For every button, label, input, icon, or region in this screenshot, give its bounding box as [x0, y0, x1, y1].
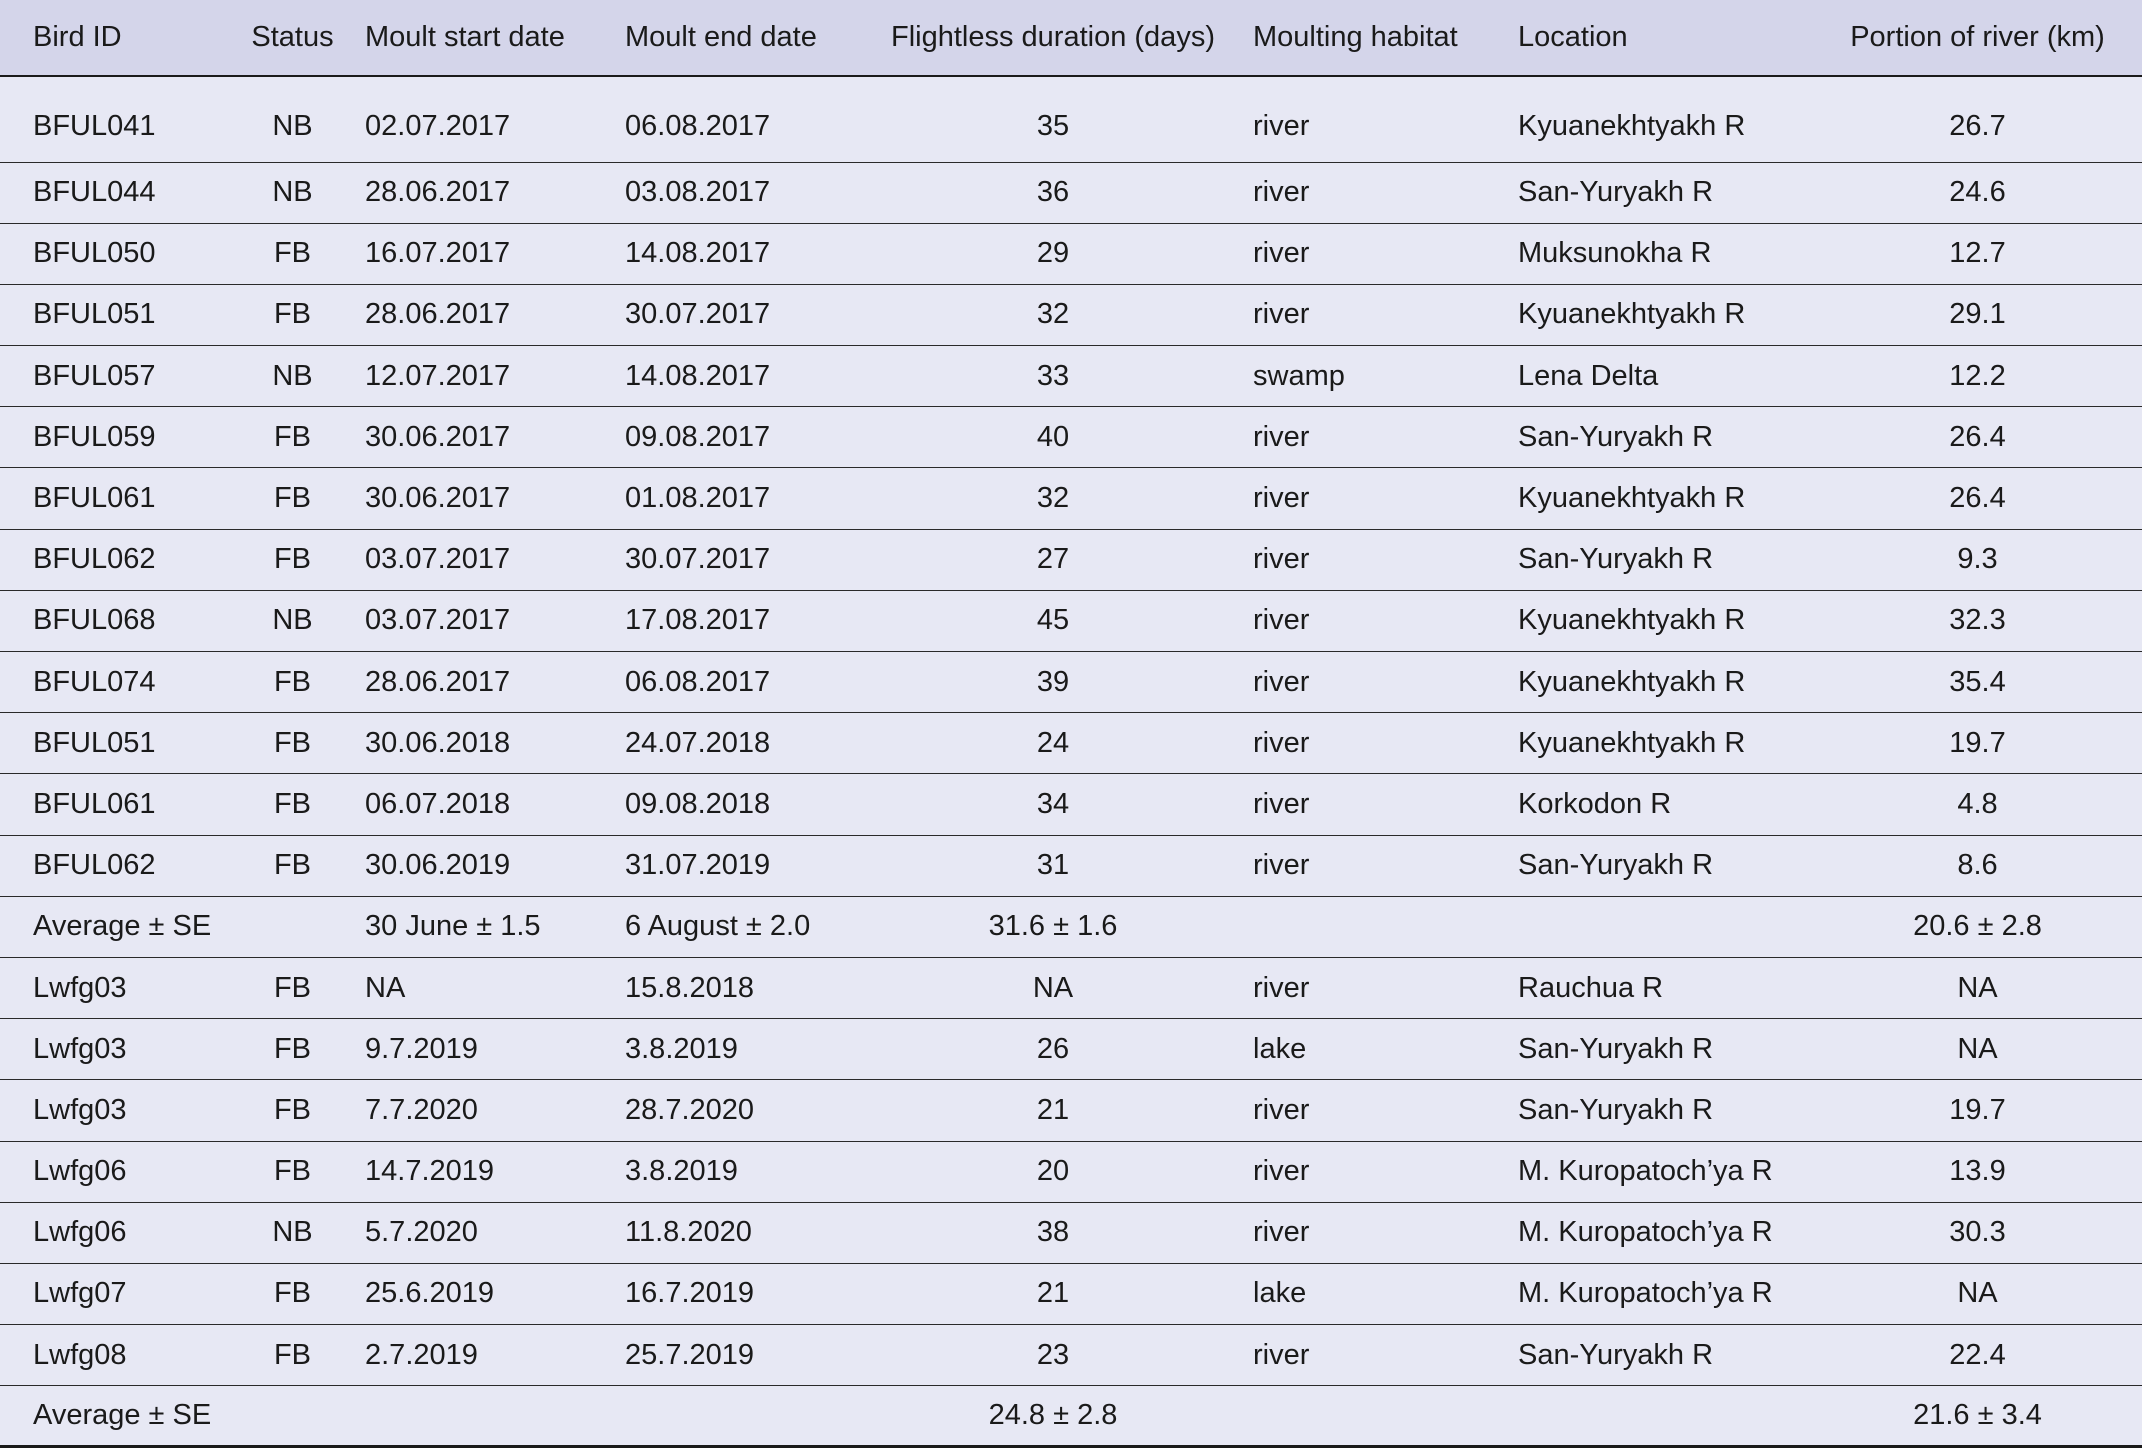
cell-status: NB: [230, 1202, 355, 1263]
cell-moult-end: 31.07.2019: [615, 835, 863, 896]
header-flightless-duration: Flightless duration (days): [863, 0, 1243, 76]
cell-moulting-habitat: lake: [1243, 1019, 1508, 1080]
cell-portion-of-river: 12.2: [1813, 346, 2142, 407]
cell-flightless-duration: 33: [863, 346, 1243, 407]
cell-moult-end: 15.8.2018: [615, 957, 863, 1018]
cell-bird-id: BFUL051: [0, 713, 230, 774]
cell-moult-end: 30.07.2017: [615, 284, 863, 345]
cell-moult-end: 09.08.2017: [615, 407, 863, 468]
cell-flightless-duration: 32: [863, 284, 1243, 345]
table-row: [0, 346, 2142, 407]
cell-location: San-Yuryakh R: [1508, 1019, 1813, 1080]
cell-status: FB: [230, 407, 355, 468]
cell-moult-start: 2.7.2019: [355, 1325, 615, 1386]
table-row: [0, 590, 2142, 651]
cell-moult-start: 06.07.2018: [355, 774, 615, 835]
table-row: [0, 1019, 2142, 1080]
table-row: [0, 835, 2142, 896]
cell-moult-start: 28.06.2017: [355, 652, 615, 713]
cell-flightless-duration: 24: [863, 713, 1243, 774]
table-row: [0, 1202, 2142, 1263]
cell-bird-id: BFUL051: [0, 284, 230, 345]
cell-bird-id: BFUL044: [0, 162, 230, 223]
cell-flightless-duration: 24.8 ± 2.8: [863, 1386, 1243, 1447]
cell-flightless-duration: NA: [863, 957, 1243, 1018]
cell-location: Kyuanekhtyakh R: [1508, 76, 1813, 162]
cell-moult-end: 28.7.2020: [615, 1080, 863, 1141]
cell-portion-of-river: 13.9: [1813, 1141, 2142, 1202]
cell-flightless-duration: 36: [863, 162, 1243, 223]
header-moult-end: Moult end date: [615, 0, 863, 76]
table-row: [0, 284, 2142, 345]
cell-moulting-habitat: river: [1243, 652, 1508, 713]
cell-moult-end: 16.7.2019: [615, 1263, 863, 1324]
cell-moulting-habitat: river: [1243, 284, 1508, 345]
cell-location: Muksunokha R: [1508, 223, 1813, 284]
cell-location: Kyuanekhtyakh R: [1508, 713, 1813, 774]
cell-flightless-duration: 35: [863, 76, 1243, 162]
cell-moult-start: 30.06.2018: [355, 713, 615, 774]
cell-moulting-habitat: river: [1243, 713, 1508, 774]
cell-portion-of-river: 35.4: [1813, 652, 2142, 713]
cell-moult-start: 12.07.2017: [355, 346, 615, 407]
cell-status: FB: [230, 957, 355, 1018]
cell-flightless-duration: 31.6 ± 1.6: [863, 896, 1243, 957]
cell-location: Korkodon R: [1508, 774, 1813, 835]
cell-moult-start: 30.06.2019: [355, 835, 615, 896]
cell-moulting-habitat: river: [1243, 835, 1508, 896]
cell-location: M. Kuropatoch’ya R: [1508, 1263, 1813, 1324]
table-row: [0, 774, 2142, 835]
cell-portion-of-river: 22.4: [1813, 1325, 2142, 1386]
cell-bird-id: Lwfg08: [0, 1325, 230, 1386]
cell-bird-id: BFUL074: [0, 652, 230, 713]
cell-moult-end: 24.07.2018: [615, 713, 863, 774]
cell-moult-start: 14.7.2019: [355, 1141, 615, 1202]
cell-moult-end: 30.07.2017: [615, 529, 863, 590]
cell-location: Kyuanekhtyakh R: [1508, 284, 1813, 345]
cell-flightless-duration: 21: [863, 1080, 1243, 1141]
cell-moulting-habitat: river: [1243, 1141, 1508, 1202]
cell-location: Kyuanekhtyakh R: [1508, 590, 1813, 651]
cell-portion-of-river: 19.7: [1813, 713, 2142, 774]
cell-moulting-habitat: river: [1243, 162, 1508, 223]
cell-flightless-duration: 26: [863, 1019, 1243, 1080]
cell-moulting-habitat: river: [1243, 1202, 1508, 1263]
cell-moult-start: 30.06.2017: [355, 407, 615, 468]
cell-flightless-duration: 40: [863, 407, 1243, 468]
cell-location: San-Yuryakh R: [1508, 1080, 1813, 1141]
cell-portion-of-river: 8.6: [1813, 835, 2142, 896]
cell-portion-of-river: 32.3: [1813, 590, 2142, 651]
cell-portion-of-river: 21.6 ± 3.4: [1813, 1386, 2142, 1447]
cell-bird-id: BFUL062: [0, 529, 230, 590]
cell-moult-end: 03.08.2017: [615, 162, 863, 223]
cell-bird-id: BFUL041: [0, 76, 230, 162]
cell-location: San-Yuryakh R: [1508, 835, 1813, 896]
cell-moult-end: 3.8.2019: [615, 1019, 863, 1080]
cell-moult-start: 9.7.2019: [355, 1019, 615, 1080]
cell-moult-end: 11.8.2020: [615, 1202, 863, 1263]
cell-portion-of-river: 12.7: [1813, 223, 2142, 284]
table-row: [0, 1080, 2142, 1141]
cell-portion-of-river: 30.3: [1813, 1202, 2142, 1263]
cell-moulting-habitat: river: [1243, 407, 1508, 468]
cell-location: Kyuanekhtyakh R: [1508, 652, 1813, 713]
cell-portion-of-river: 19.7: [1813, 1080, 2142, 1141]
cell-location: M. Kuropatoch’ya R: [1508, 1202, 1813, 1263]
cell-status: NB: [230, 162, 355, 223]
cell-moulting-habitat: [1243, 896, 1508, 957]
cell-bird-id: BFUL061: [0, 774, 230, 835]
header-moult-start: Moult start date: [355, 0, 615, 76]
cell-bird-id: Lwfg06: [0, 1202, 230, 1263]
cell-portion-of-river: 4.8: [1813, 774, 2142, 835]
cell-flightless-duration: 38: [863, 1202, 1243, 1263]
cell-status: FB: [230, 468, 355, 529]
cell-flightless-duration: 45: [863, 590, 1243, 651]
cell-status: [230, 896, 355, 957]
cell-moult-start: 03.07.2017: [355, 590, 615, 651]
cell-status: FB: [230, 1019, 355, 1080]
table-header: [0, 0, 2142, 76]
cell-location: San-Yuryakh R: [1508, 1325, 1813, 1386]
cell-flightless-duration: 23: [863, 1325, 1243, 1386]
cell-location: Rauchua R: [1508, 957, 1813, 1018]
cell-portion-of-river: 20.6 ± 2.8: [1813, 896, 2142, 957]
cell-flightless-duration: 34: [863, 774, 1243, 835]
cell-flightless-duration: 29: [863, 223, 1243, 284]
cell-flightless-duration: 27: [863, 529, 1243, 590]
cell-moult-start: 28.06.2017: [355, 162, 615, 223]
header-location: Location: [1508, 0, 1813, 76]
cell-status: FB: [230, 835, 355, 896]
header-portion-of-river: Portion of river (km): [1813, 0, 2142, 76]
cell-moult-start: 16.07.2017: [355, 223, 615, 284]
cell-bird-id: Lwfg06: [0, 1141, 230, 1202]
cell-location: San-Yuryakh R: [1508, 162, 1813, 223]
table-row: [0, 529, 2142, 590]
cell-moult-end: 09.08.2018: [615, 774, 863, 835]
cell-moult-end: 06.08.2017: [615, 76, 863, 162]
cell-bird-id: BFUL068: [0, 590, 230, 651]
cell-bird-id: Lwfg03: [0, 1019, 230, 1080]
cell-flightless-duration: 20: [863, 1141, 1243, 1202]
cell-portion-of-river: 24.6: [1813, 162, 2142, 223]
header-status: Status: [230, 0, 355, 76]
cell-bird-id: Lwfg03: [0, 957, 230, 1018]
table-row: [0, 76, 2142, 162]
cell-moult-end: 17.08.2017: [615, 590, 863, 651]
cell-status: FB: [230, 1263, 355, 1324]
cell-moulting-habitat: river: [1243, 1325, 1508, 1386]
table-row: [0, 1325, 2142, 1386]
cell-moult-start: 30 June ± 1.5: [355, 896, 615, 957]
cell-portion-of-river: 26.7: [1813, 76, 2142, 162]
cell-flightless-duration: 32: [863, 468, 1243, 529]
cell-bird-id: Lwfg07: [0, 1263, 230, 1324]
cell-status: FB: [230, 529, 355, 590]
cell-status: FB: [230, 223, 355, 284]
cell-location: San-Yuryakh R: [1508, 407, 1813, 468]
table-row: [0, 468, 2142, 529]
cell-status: NB: [230, 76, 355, 162]
cell-location: Kyuanekhtyakh R: [1508, 468, 1813, 529]
cell-portion-of-river: NA: [1813, 1263, 2142, 1324]
cell-bird-id: Average ± SE: [0, 896, 230, 957]
cell-moult-end: 06.08.2017: [615, 652, 863, 713]
cell-location: M. Kuropatoch’ya R: [1508, 1141, 1813, 1202]
cell-bird-id: BFUL059: [0, 407, 230, 468]
cell-moult-start: 03.07.2017: [355, 529, 615, 590]
cell-moult-start: 28.06.2017: [355, 284, 615, 345]
cell-status: FB: [230, 284, 355, 345]
table-row: [0, 1141, 2142, 1202]
cell-status: FB: [230, 1325, 355, 1386]
cell-moult-start: 02.07.2017: [355, 76, 615, 162]
cell-status: NB: [230, 346, 355, 407]
cell-status: FB: [230, 774, 355, 835]
cell-flightless-duration: 39: [863, 652, 1243, 713]
cell-moulting-habitat: river: [1243, 468, 1508, 529]
cell-moulting-habitat: river: [1243, 1080, 1508, 1141]
cell-moult-end: 25.7.2019: [615, 1325, 863, 1386]
cell-portion-of-river: 9.3: [1813, 529, 2142, 590]
cell-moult-end: 3.8.2019: [615, 1141, 863, 1202]
cell-portion-of-river: NA: [1813, 1019, 2142, 1080]
table-row: [0, 1263, 2142, 1324]
cell-moulting-habitat: river: [1243, 957, 1508, 1018]
cell-moult-end: 01.08.2017: [615, 468, 863, 529]
cell-location: Lena Delta: [1508, 346, 1813, 407]
cell-portion-of-river: 26.4: [1813, 407, 2142, 468]
cell-moult-start: 25.6.2019: [355, 1263, 615, 1324]
table-row: [0, 957, 2142, 1018]
table-row: [0, 713, 2142, 774]
cell-portion-of-river: 26.4: [1813, 468, 2142, 529]
cell-moult-start: NA: [355, 957, 615, 1018]
cell-moulting-habitat: river: [1243, 223, 1508, 284]
header-moulting-habitat: Moulting habitat: [1243, 0, 1508, 76]
table-row: [0, 407, 2142, 468]
cell-status: FB: [230, 1080, 355, 1141]
cell-flightless-duration: 31: [863, 835, 1243, 896]
cell-bird-id: Lwfg03: [0, 1080, 230, 1141]
cell-status: FB: [230, 1141, 355, 1202]
cell-bird-id: Average ± SE: [0, 1386, 230, 1447]
cell-status: FB: [230, 713, 355, 774]
table-row: [0, 162, 2142, 223]
header-bird-id: Bird ID: [0, 0, 230, 76]
cell-moult-end: 14.08.2017: [615, 223, 863, 284]
table-body: [0, 76, 2142, 1447]
cell-status: NB: [230, 590, 355, 651]
cell-moulting-habitat: swamp: [1243, 346, 1508, 407]
cell-location: San-Yuryakh R: [1508, 529, 1813, 590]
cell-portion-of-river: 29.1: [1813, 284, 2142, 345]
cell-moulting-habitat: river: [1243, 774, 1508, 835]
cell-location: [1508, 896, 1813, 957]
cell-status: FB: [230, 652, 355, 713]
cell-moult-end: 6 August ± 2.0: [615, 896, 863, 957]
cell-moult-start: 30.06.2017: [355, 468, 615, 529]
cell-moulting-habitat: river: [1243, 76, 1508, 162]
cell-flightless-duration: 21: [863, 1263, 1243, 1324]
cell-moult-end: 14.08.2017: [615, 346, 863, 407]
cell-moult-start: 5.7.2020: [355, 1202, 615, 1263]
cell-bird-id: BFUL061: [0, 468, 230, 529]
cell-moulting-habitat: river: [1243, 529, 1508, 590]
header-row: [0, 0, 2142, 76]
cell-moulting-habitat: river: [1243, 590, 1508, 651]
cell-moulting-habitat: lake: [1243, 1263, 1508, 1324]
table-row: [0, 652, 2142, 713]
cell-portion-of-river: NA: [1813, 957, 2142, 1018]
cell-bird-id: BFUL050: [0, 223, 230, 284]
cell-bird-id: BFUL057: [0, 346, 230, 407]
summary-row: [0, 896, 2142, 957]
cell-bird-id: BFUL062: [0, 835, 230, 896]
cell-moult-start: 7.7.2020: [355, 1080, 615, 1141]
table-row: [0, 223, 2142, 284]
